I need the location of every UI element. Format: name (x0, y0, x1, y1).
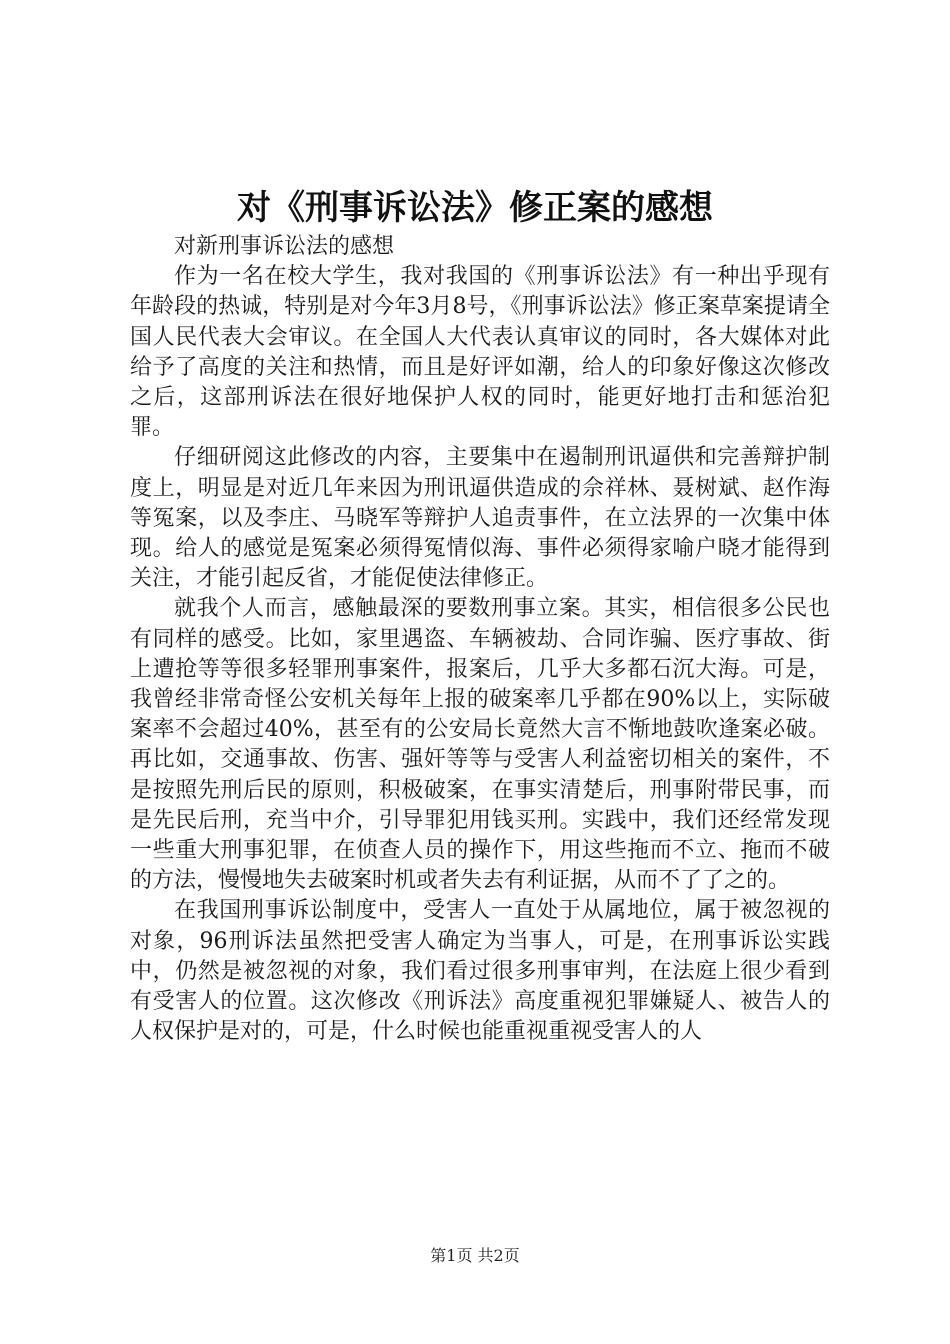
document-title: 对《刑事诉讼法》修正案的感想 (237, 188, 713, 228)
paragraph: 就我个人而言，感触最深的要数刑事立案。其实，相信很多公民也有同样的感受。比如，家里遇盗、车辆被劫、合同诈骗、医疗事故、街上遭抢等等很多轻罪刑事案件，报案后，几乎大多都石沉大海。可是，我曾经非常奇怪公安机关每年上报的破案率几乎都在90%以上，实际破案率不会超过40%，甚至有的公安局长竟然大言不惭地鼓吹逢案必破。再比如，交通事故、伤害、强奸等等与受害人利益密切相关的案件，不是按照先刑后民的原则，积极破案，在事实清楚后，刑事附带民事，而是先民后刑，充当中介，引导罪犯用钱买刑。实践中，我们还经常发现一些重大刑事犯罪，在侦查人员的操作下，用这些拖而不立、拖而不破的方法，慢慢地失去破案时机或者失去有利证据，从而不了了之的。 (130, 596, 830, 894)
paragraph: 仔细研阅这此修改的内容，主要集中在遏制刑讯逼供和完善辩护制度上，明显是对近几年来因为刑讯逼供造成的佘祥林、聂树斌、赵作海等冤案，以及李庄、马晓军等辩护人追责事件，在立法界的一次集中体现。给人的感觉是冤案必须得冤情似海、事件必须得家喻户晓才能得到关注，才能引起反省，才能促使法律修正。 (130, 445, 830, 592)
document-body (130, 232, 830, 1047)
paragraph-subtitle: 对新刑事诉讼法的感想 (174, 234, 395, 259)
paragraph: 在我国刑事诉讼制度中，受害人一直处于从属地位，属于被忽视的对象，96刑诉法虽然把受害人确定为当事人，可是，在刑事诉讼实践中，仍然是被忽视的对象，我们看过很多刑事审判，在法庭上很少看到有受害人的位置。这次修改《刑诉法》高度重视犯罪嫌疑人、被告人的人权保护是对的，可是，什么时候也能重视重视受害人的人 (130, 898, 830, 1045)
paragraph: 作为一名在校大学生，我对我国的《刑事诉讼法》有一种出乎现有年龄段的热诚，特别是对今年3月8号，《刑事诉讼法》修正案草案提请全国人民代表大会审议。在全国人大代表认真审议的同时，各大媒体对此给予了高度的关注和热情，而且是好评如潮，给人的印象好像这次修改之后，这部刑诉法在很好地保护人权的同时，能更好地打击和惩治犯罪。 (130, 264, 830, 441)
page-number-footer: 第1页 共2页 (430, 1246, 520, 1265)
